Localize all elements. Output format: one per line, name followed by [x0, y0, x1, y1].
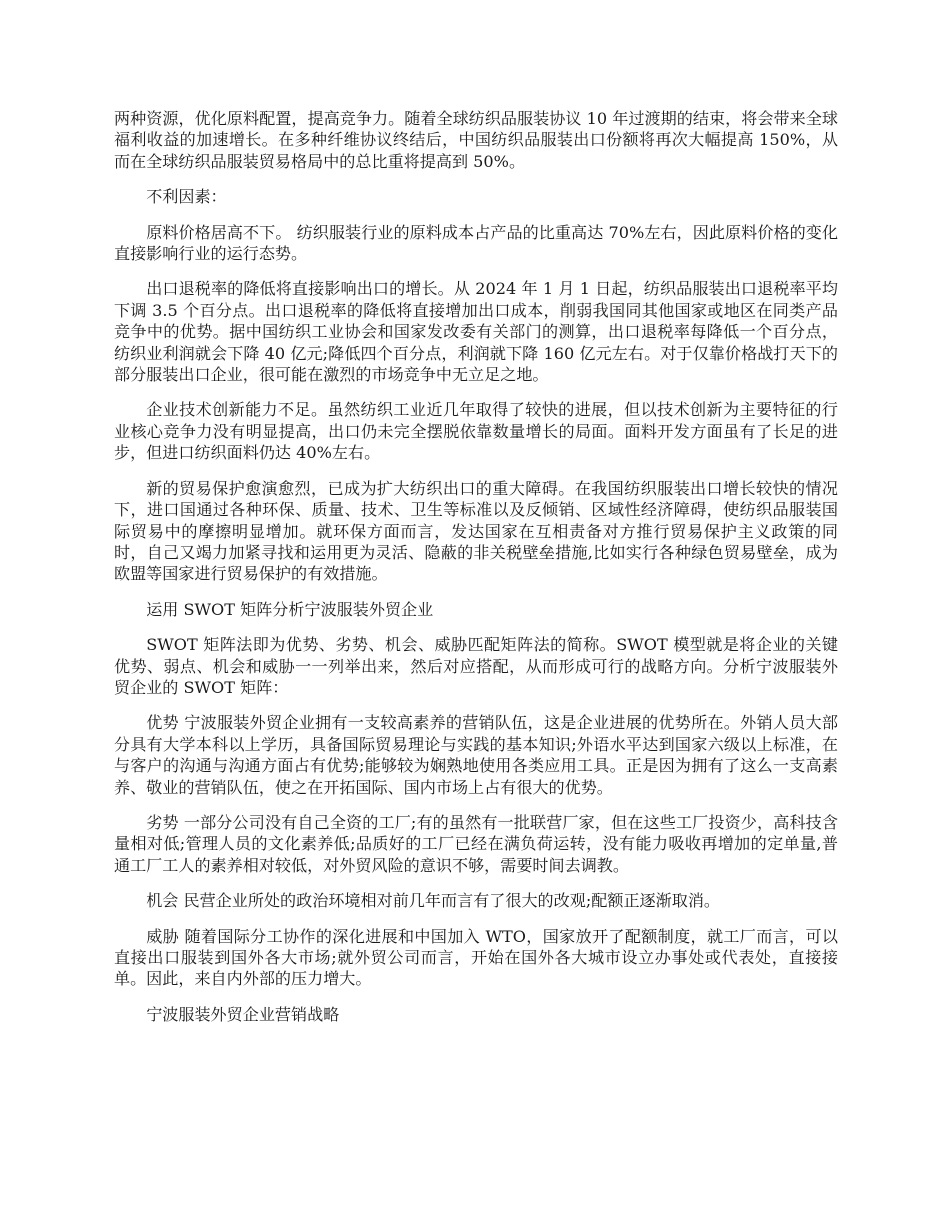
heading-swot-analysis: 运用 SWOT 矩阵分析宁波服装外贸企业: [146, 599, 434, 619]
paragraph-strengths: 优势 宁波服装外贸企业拥有一支较高素养的营销队伍，这是企业进展的优势所在。外销人员大部分具有大学本科以上学历，具备国际贸易理论与实践的基本知识;外语水平达到国家六级以上标准，在与客户的沟通与沟通方面占有优势;能够较为娴熟地使用各类应用工具。正是因为拥有了这么一支高素养、敬业的营销队伍，使之在开拓国际、国内市场上占有很大的优势。: [114, 713, 838, 797]
paragraph-trade-protection: 新的贸易保护愈演愈烈，已成为扩大纺织出口的重大障碍。在我国纺织服装出口增长较快的情况下，进口国通过各种环保、质量、技术、卫生等标准以及反倾销、区域性经济障碍，使纺织品服装国际贸易中的摩擦明显增加。就环保方面而言，发达国家在互相责备对方推行贸易保护主义政策的同时，自己又竭力加紧寻找和运用更为灵活、隐蔽的非关税壁垒措施,比如实行各种绿色贸易壁垒，成为欧盟等国家进行贸易保护的有效措施。: [114, 478, 838, 584]
heading-marketing-strategy: 宁波服装外贸企业营销战略: [146, 1004, 340, 1024]
paragraph-innovation: 企业技术创新能力不足。虽然纺织工业近几年取得了较快的进展，但以技术创新为主要特征的行业核心竞争力没有明显提高，出口仍未完全摆脱依靠数量增长的局面。面料开发方面虽有了长足的进步，但进口纺织面料仍达 40%左右。: [114, 400, 838, 463]
document-body: [114, 108, 838, 1039]
paragraph-export-tax-rebate: 出口退税率的降低将直接影响出口的增长。从 2024 年 1 月 1 日起，纺织品服装出口退税率平均下调 3.5 个百分点。出口退税率的降低将直接增加出口成本，削弱我国同其他国家或地区在同类产品竞争中的优势。据中国纺织工业协会和国家发改委有关部门的测算，出口退税率每降低一个百分点，纺织业利润就会下降 40 亿元;降低四个百分点，利润就下降 160 亿元左右。对于仅靠价格战打天下的部分服装出口企业，很可能在激烈的市场竞争中无立足之地。: [114, 279, 838, 385]
paragraph-continuation: 两种资源，优化原料配置，提高竞争力。随着全球纺织品服装协议 10 年过渡期的结束，将会带来全球福利收益的加速增长。在多种纤维协议终结后，中国纺织品服装出口份额将再次大幅提高 150%，从而在全球纺织品服装贸易格局中的总比重将提高到 50%。: [114, 109, 838, 171]
paragraph-swot-definition: SWOT 矩阵法即为优势、劣势、机会、威胁匹配矩阵法的简称。SWOT 模型就是将企业的关键优势、弱点、机会和威胁一一列举出来，然后对应搭配，从而形成可行的战略方向。分析宁波服装外贸企业的 SWOT 矩阵：: [114, 635, 838, 697]
heading-unfavorable-factors: 不利因素：: [146, 187, 227, 207]
paragraph-raw-material-prices: 原料价格居高不下。 纺织服装行业的原料成本占产品的比重高达 70%左右，因此原料价格的变化直接影响行业的运行态势。: [114, 222, 838, 264]
paragraph-weaknesses: 劣势 一部分公司没有自己全资的工厂;有的虽然有一批联营厂家，但在这些工厂投资少，高科技含量相对低;管理人员的文化素养低;品质好的工厂已经在满负荷运转，没有能力吸收再增加的定单量,普通工厂工人的素养相对较低，对外贸风险的意识不够，需要时间去调教。: [114, 812, 838, 875]
paragraph-threats: 威胁 随着国际分工协作的深化进展和中国加入 WTO，国家放开了配额制度，就工厂而言，可以直接出口服装到国外各大市场;就外贸公司而言，开始在国外各大城市设立办事处或代表处，直接接单。因此，来自内外部的压力增大。: [114, 926, 838, 989]
paragraph-opportunities: 机会 民营企业所处的政治环境相对前几年而言有了很大的改观;配额正逐渐取消。: [146, 891, 721, 911]
